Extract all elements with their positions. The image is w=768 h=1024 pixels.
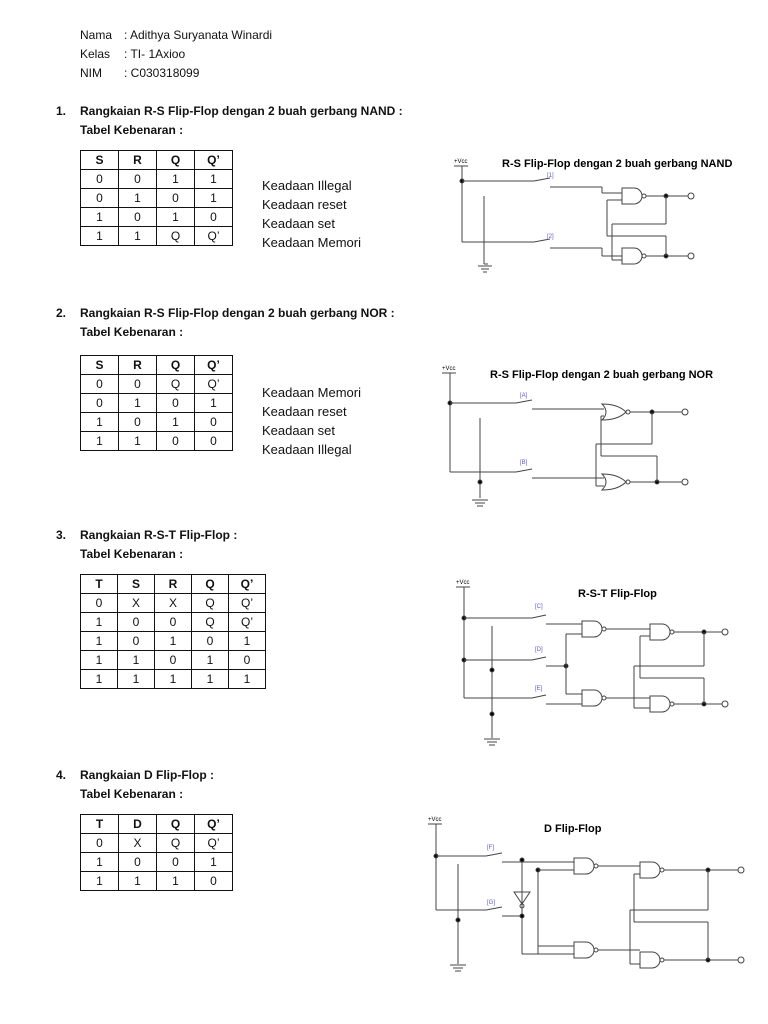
table-row	[81, 594, 266, 613]
table-cell: 0	[81, 170, 119, 189]
table-cell: 0	[81, 375, 119, 394]
switch-a	[516, 400, 532, 403]
table-cell: 1	[229, 632, 266, 651]
nand-gate-latch-bottom	[650, 696, 670, 712]
nand-gate-input-top	[582, 621, 602, 637]
table-cell: Q	[192, 613, 229, 632]
table-header-cell: Q’	[229, 575, 266, 594]
switch-label: [E]	[535, 686, 543, 692]
table-header-cell: R	[119, 356, 157, 375]
table-cell: 1	[81, 853, 119, 872]
class-value: : TI- 1Axioo	[124, 47, 186, 61]
table-cell: 0	[195, 208, 233, 227]
table-cell: 1	[195, 853, 233, 872]
table-header-cell: Q	[157, 151, 195, 170]
table-row	[81, 432, 233, 451]
diagram-title: R-S Flip-Flop dengan 2 buah gerbang NAND	[502, 158, 733, 170]
table-row	[81, 394, 233, 413]
table-header-cell: S	[81, 151, 119, 170]
table-header-cell: Q’	[195, 151, 233, 170]
d-flip-flop-diagram	[426, 814, 756, 974]
output-q	[722, 629, 728, 635]
state-note: Keadaan Illegal	[262, 178, 352, 193]
section-3-subtitle: Tabel Kebenaran :	[80, 547, 184, 561]
notes-2	[262, 383, 361, 459]
output-q-bar	[688, 253, 694, 259]
table-cell: 1	[119, 872, 157, 891]
identity-class-row	[80, 45, 185, 63]
table-header-cell: Q	[192, 575, 229, 594]
table-cell: 1	[157, 170, 195, 189]
state-note: Keadaan set	[262, 216, 336, 231]
switch-label: [D]	[535, 647, 543, 653]
truth-table-1	[80, 150, 233, 246]
table-cell: 0	[119, 413, 157, 432]
table-row	[81, 208, 233, 227]
nand-flip-flop-diagram	[452, 152, 764, 288]
table-cell: 0	[119, 375, 157, 394]
section-3-title-text: Rangkaian R-S-T Flip-Flop :	[80, 528, 238, 542]
table-cell: 0	[195, 413, 233, 432]
switch-label: [B]	[520, 460, 528, 466]
table-cell: 1	[118, 670, 155, 689]
switch-e	[532, 695, 546, 698]
state-note: Keadaan Memori	[262, 385, 361, 400]
table-cell: 1	[81, 613, 118, 632]
table-header-cell: Q	[157, 356, 195, 375]
table-cell: 1	[155, 670, 192, 689]
table-row	[81, 872, 233, 891]
nor-flip-flop-diagram	[436, 360, 762, 512]
switch-c	[532, 615, 546, 618]
table-row	[81, 375, 233, 394]
nand-gate-latch-bottom	[640, 952, 660, 968]
table-cell: X	[155, 594, 192, 613]
nor-gate-bottom	[602, 474, 626, 490]
table-cell: 0	[157, 189, 195, 208]
table-cell: 1	[195, 189, 233, 208]
switch-label: [2]	[547, 234, 554, 240]
table-cell: 0	[118, 632, 155, 651]
truth-table-2	[80, 355, 233, 451]
table-cell: 0	[192, 632, 229, 651]
vcc-label: +Vcc	[454, 159, 468, 165]
table-header-row	[81, 815, 233, 834]
table-header-cell: R	[119, 151, 157, 170]
output-q-bar	[682, 479, 688, 485]
table-cell: 1	[192, 670, 229, 689]
section-1-title-text: Rangkaian R-S Flip-Flop dengan 2 buah gerbang NAND :	[80, 104, 403, 118]
table-cell: 1	[118, 651, 155, 670]
table-cell: 0	[81, 834, 119, 853]
truth-table-3	[80, 574, 266, 689]
table-cell: 1	[195, 394, 233, 413]
vcc-label: +Vcc	[442, 366, 456, 372]
section-4-subtitle: Tabel Kebenaran :	[80, 787, 184, 801]
table-header-cell: D	[119, 815, 157, 834]
table-cell: 0	[157, 432, 195, 451]
table-row	[81, 413, 233, 432]
table-cell: 0	[157, 394, 195, 413]
class-label: Kelas	[80, 47, 111, 61]
table-cell: 0	[155, 613, 192, 632]
table-cell: 0	[155, 651, 192, 670]
switch-label: [F]	[487, 845, 494, 851]
table-cell: 1	[157, 208, 195, 227]
table-cell: 0	[118, 613, 155, 632]
name-value: : Adithya Suryanata Winardi	[124, 28, 273, 42]
table-cell: 1	[81, 872, 119, 891]
table-header-cell: Q	[157, 815, 195, 834]
switch-label: [C]	[535, 604, 543, 610]
table-header-cell: T	[81, 815, 119, 834]
table-cell: 1	[119, 189, 157, 208]
table-row	[81, 651, 266, 670]
table-cell: Q’	[229, 594, 266, 613]
switch-label: [G]	[487, 900, 496, 906]
table-cell: 1	[195, 170, 233, 189]
table-row	[81, 227, 233, 246]
table-row	[81, 834, 233, 853]
section-4-title	[56, 766, 214, 784]
name-label: Nama	[80, 28, 113, 42]
table-cell: 0	[229, 651, 266, 670]
table-header-cell: Q’	[195, 815, 233, 834]
diagram-title: R-S Flip-Flop dengan 2 buah gerbang NOR	[490, 369, 714, 381]
table-cell: 1	[81, 227, 119, 246]
nand-gate-latch-top	[650, 624, 670, 640]
identity-nim-row	[80, 64, 199, 82]
section-4-number: 4.	[56, 768, 67, 782]
nand-gate-input-bottom	[574, 942, 594, 958]
table-header-cell: S	[81, 356, 119, 375]
table-cell: 0	[157, 853, 195, 872]
table-cell: 0	[119, 208, 157, 227]
table-cell: 1	[119, 227, 157, 246]
output-q	[688, 193, 694, 199]
table-row	[81, 613, 266, 632]
vcc-label: +Vcc	[428, 817, 442, 823]
rst-flip-flop-diagram	[454, 576, 754, 746]
state-note: Keadaan Memori	[262, 235, 361, 250]
table-cell: Q’	[195, 375, 233, 394]
section-1-subtitle: Tabel Kebenaran :	[80, 123, 184, 137]
table-cell: 1	[157, 413, 195, 432]
state-note: Keadaan reset	[262, 197, 347, 212]
table-cell: 1	[192, 651, 229, 670]
section-1-title	[56, 102, 403, 120]
table-cell: X	[119, 834, 157, 853]
section-2-title-text: Rangkaian R-S Flip-Flop dengan 2 buah gerbang NOR :	[80, 306, 395, 320]
switch-label: [1]	[547, 173, 554, 179]
identity-name-row	[80, 26, 272, 44]
table-cell: Q	[157, 375, 195, 394]
table-cell: Q’	[229, 613, 266, 632]
table-header-cell: Q’	[195, 356, 233, 375]
table-cell: Q’	[195, 227, 233, 246]
section-2-number: 2.	[56, 306, 67, 320]
switch-b	[516, 469, 532, 472]
table-cell: 0	[195, 432, 233, 451]
nand-gate-input-bottom	[582, 690, 602, 706]
state-note: Keadaan reset	[262, 404, 347, 419]
table-cell: Q	[192, 594, 229, 613]
section-2-subtitle: Tabel Kebenaran :	[80, 325, 184, 339]
nim-value: : C030318099	[124, 66, 200, 80]
section-4-title-text: Rangkaian D Flip-Flop :	[80, 768, 214, 782]
table-header-cell: R	[155, 575, 192, 594]
table-cell: 1	[81, 432, 119, 451]
diagram-title: R-S-T Flip-Flop	[578, 588, 657, 600]
section-3-number: 3.	[56, 528, 67, 542]
nand-gate-input-top	[574, 858, 594, 874]
nor-gate-top	[602, 404, 626, 420]
vcc-label: +Vcc	[456, 580, 470, 586]
diagram-title: D Flip-Flop	[544, 823, 602, 835]
output-q-bar	[738, 957, 744, 963]
table-header-row	[81, 575, 266, 594]
notes-1	[262, 176, 361, 252]
switch-f	[486, 853, 502, 856]
table-cell: 1	[119, 394, 157, 413]
table-header-cell: T	[81, 575, 118, 594]
table-cell: Q’	[195, 834, 233, 853]
table-cell: X	[118, 594, 155, 613]
nand-gate-bottom	[622, 248, 642, 264]
table-cell: 0	[81, 594, 118, 613]
table-cell: 1	[229, 670, 266, 689]
table-cell: 0	[81, 394, 119, 413]
table-row	[81, 853, 233, 872]
table-cell: 0	[119, 853, 157, 872]
table-cell: 1	[81, 413, 119, 432]
nim-label: NIM	[80, 66, 102, 80]
table-row	[81, 670, 266, 689]
switch-g	[486, 907, 502, 910]
section-3-title	[56, 526, 237, 544]
output-q	[682, 409, 688, 415]
table-cell: Q	[157, 227, 195, 246]
output-q-bar	[722, 701, 728, 707]
switch-d	[532, 657, 546, 660]
table-cell: 1	[119, 432, 157, 451]
table-cell: 1	[155, 632, 192, 651]
table-cell: 1	[157, 872, 195, 891]
section-1-number: 1.	[56, 104, 67, 118]
table-cell: 1	[81, 208, 119, 227]
output-q	[738, 867, 744, 873]
section-2-title	[56, 304, 395, 322]
table-cell: 1	[81, 670, 118, 689]
table-cell: 1	[81, 651, 118, 670]
table-header-cell: S	[118, 575, 155, 594]
table-row	[81, 189, 233, 208]
table-cell: Q	[157, 834, 195, 853]
table-cell: 0	[119, 170, 157, 189]
state-note: Keadaan set	[262, 423, 336, 438]
table-cell: 0	[81, 189, 119, 208]
table-cell: 1	[81, 632, 118, 651]
switch-label: [A]	[520, 393, 528, 399]
nand-gate-latch-top	[640, 862, 660, 878]
nand-gate-top	[622, 188, 642, 204]
table-cell: 0	[195, 872, 233, 891]
table-row	[81, 170, 233, 189]
table-header-row	[81, 151, 233, 170]
table-row	[81, 632, 266, 651]
truth-table-4	[80, 814, 233, 891]
state-note: Keadaan Illegal	[262, 442, 352, 457]
table-header-row	[81, 356, 233, 375]
